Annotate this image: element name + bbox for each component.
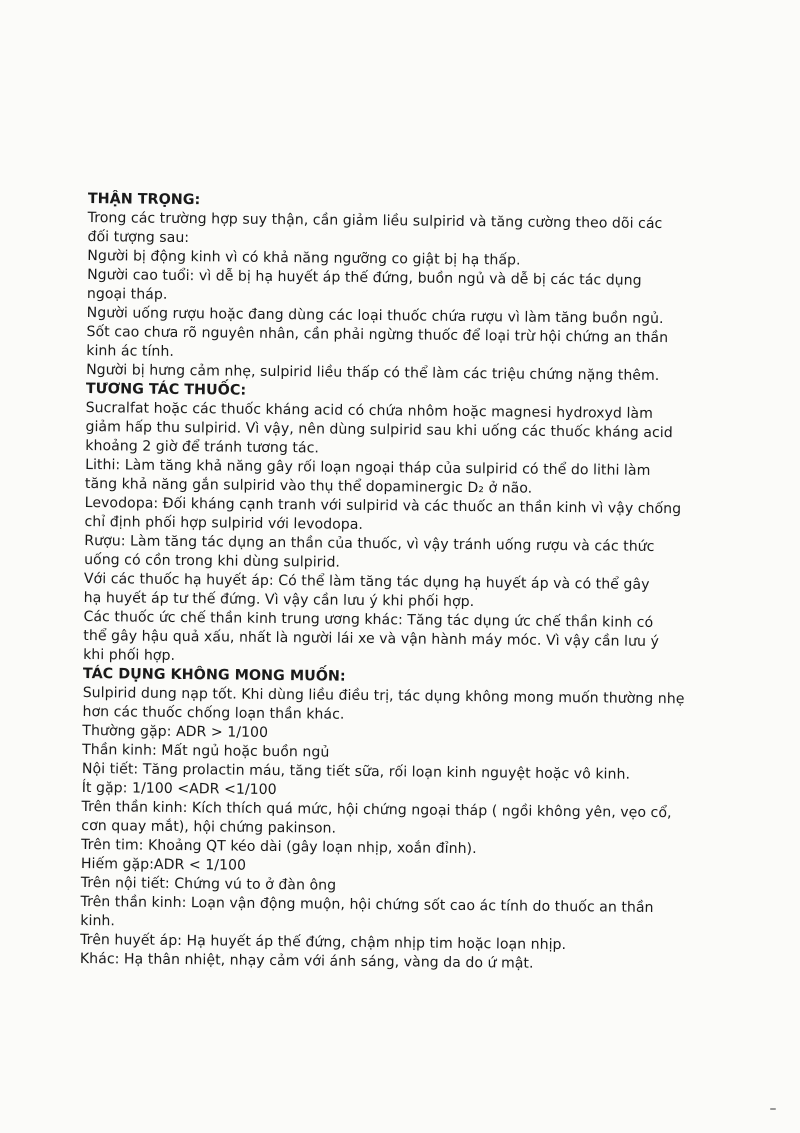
body-text-line: Ít gặp: 1/100 <ADR <1/100 — [81, 779, 277, 799]
body-text-line: Thần kinh: Mất ngủ hoặc buồn ngủ — [82, 741, 330, 761]
body-text-line: hạ huyết áp tư thế đứng. Vì vậy cần lưu ý khi phối hợp. — [83, 589, 475, 611]
body-text-line: Sucralfat hoặc các thuốc kháng acid có chứa nhôm hoặc magnesi hydroxyd làm — [85, 399, 653, 422]
body-text-line: Trên thần kinh: Loạn vận động muộn, hội chứng sốt cao ác tính do thuốc an thần — [80, 893, 654, 916]
body-text-line: kinh. — [80, 912, 116, 930]
body-text-line: Trên huyết áp: Hạ huyết áp thế đứng, chậm nhịp tim hoặc loạn nhịp. — [80, 931, 567, 954]
body-text-line: ngoại tháp. — [86, 285, 168, 303]
body-text-line: Levodopa: Đối kháng cạnh tranh với sulpirid và các thuốc an thần kinh vì vậy chống — [84, 494, 682, 518]
scan-mark — [770, 1108, 776, 1110]
section-heading: TƯƠNG TÁC THUỐC: — [85, 380, 247, 399]
body-text-line: Người uống rượu hoặc đang dùng các loại thuốc chứa rượu vì làm tăng buồn ngủ. — [86, 304, 664, 328]
body-text-line: tăng khả năng gắn sulpirid vào thụ thể dopaminergic D₂ ở não. — [84, 475, 533, 497]
body-text-line: khi phối hợp. — [83, 646, 176, 664]
body-text-line: Trên thần kinh: Kích thích quá mức, hội chứng ngoại tháp ( ngồi không yên, vẹo cổ, — [81, 798, 672, 822]
body-text-line: Lithi: Làm tăng khả năng gây rối loạn ngoại tháp của sulpirid có thể do lithi làm — [85, 456, 651, 479]
body-text-line: Hiếm gặp:ADR < 1/100 — [80, 855, 247, 874]
body-text-line: Người bị động kinh vì có khả năng ngưỡng co giật bị hạ thấp. — [87, 247, 521, 269]
body-text-line: cơn quay mắt), hội chứng pakinson. — [81, 817, 337, 837]
body-text-line: Sulpirid dung nạp tốt. Khi dùng liều điều trị, tác dụng không mong muốn thường nhẹ — [82, 684, 685, 708]
document-body — [80, 190, 748, 976]
body-text-line: Thường gặp: ADR > 1/100 — [82, 722, 269, 741]
body-text-line: kinh ác tính. — [86, 342, 174, 360]
body-text-line: Trên tim: Khoảng QT kéo dài (gây loạn nhịp, xoắn đỉnh). — [81, 836, 477, 858]
body-text-line: khoảng 2 giờ để tránh tương tác. — [85, 437, 320, 457]
body-text-line: Người bị hưng cảm nhẹ, sulpirid liều thấp có thể làm các triệu chứng nặng thêm. — [86, 361, 660, 384]
body-text-line: đối tượng sau: — [87, 228, 190, 247]
body-text-line: Khác: Hạ thân nhiệt, nhạy cảm với ánh sáng, vàng da do ứ mật. — [79, 950, 534, 972]
body-text-line: uống có cồn trong khi dùng sulpirid. — [84, 551, 341, 571]
body-text-line: Người cao tuổi: vì dễ bị hạ huyết áp thế đứng, buồn ngủ và dễ bị các tác dụng — [87, 266, 642, 289]
body-text-line: Các thuốc ức chế thần kinh trung ương khác: Tăng tác dụng ức chế thần kinh có — [83, 608, 654, 631]
body-text-line: chỉ định phối hợp sulpirid với levodopa. — [84, 513, 364, 533]
body-text-line: Nội tiết: Tăng prolactin máu, tăng tiết sữa, rối loạn kinh nguyệt hoặc vô kinh. — [81, 760, 631, 783]
section-heading: THẬN TRỌNG: — [87, 190, 201, 209]
body-text-line: Sốt cao chưa rõ nguyên nhân, cần phải ngừng thuốc để loại trừ hội chứng an thần — [86, 323, 669, 347]
section-heading: TÁC DỤNG KHÔNG MONG MUỐN: — [82, 665, 346, 685]
body-text-line: Trong các trường hợp suy thận, cần giảm liều sulpirid và tăng cường theo dõi các — [87, 209, 663, 233]
body-text-line: Trên nội tiết: Chứng vú to ở đàn ông — [80, 874, 337, 894]
body-text-line: thể gây hậu quả xấu, nhất là người lái xe và vận hành máy móc. Vì vậy cần lưu ý — [83, 627, 659, 651]
body-text-line: Rượu: Làm tăng tác dụng an thần của thuốc, vì vậy tránh uống rượu và các thức — [84, 532, 655, 555]
body-text-line: hơn các thuốc chống loạn thần khác. — [82, 703, 345, 723]
body-text-line: Với các thuốc hạ huyết áp: Có thể làm tăng tác dụng hạ huyết áp và có thể gây — [83, 570, 650, 593]
body-text-line: giảm hấp thu sulpirid. Vì vậy, nên dùng sulpirid sau khi uống các thuốc kháng acid — [85, 418, 673, 442]
